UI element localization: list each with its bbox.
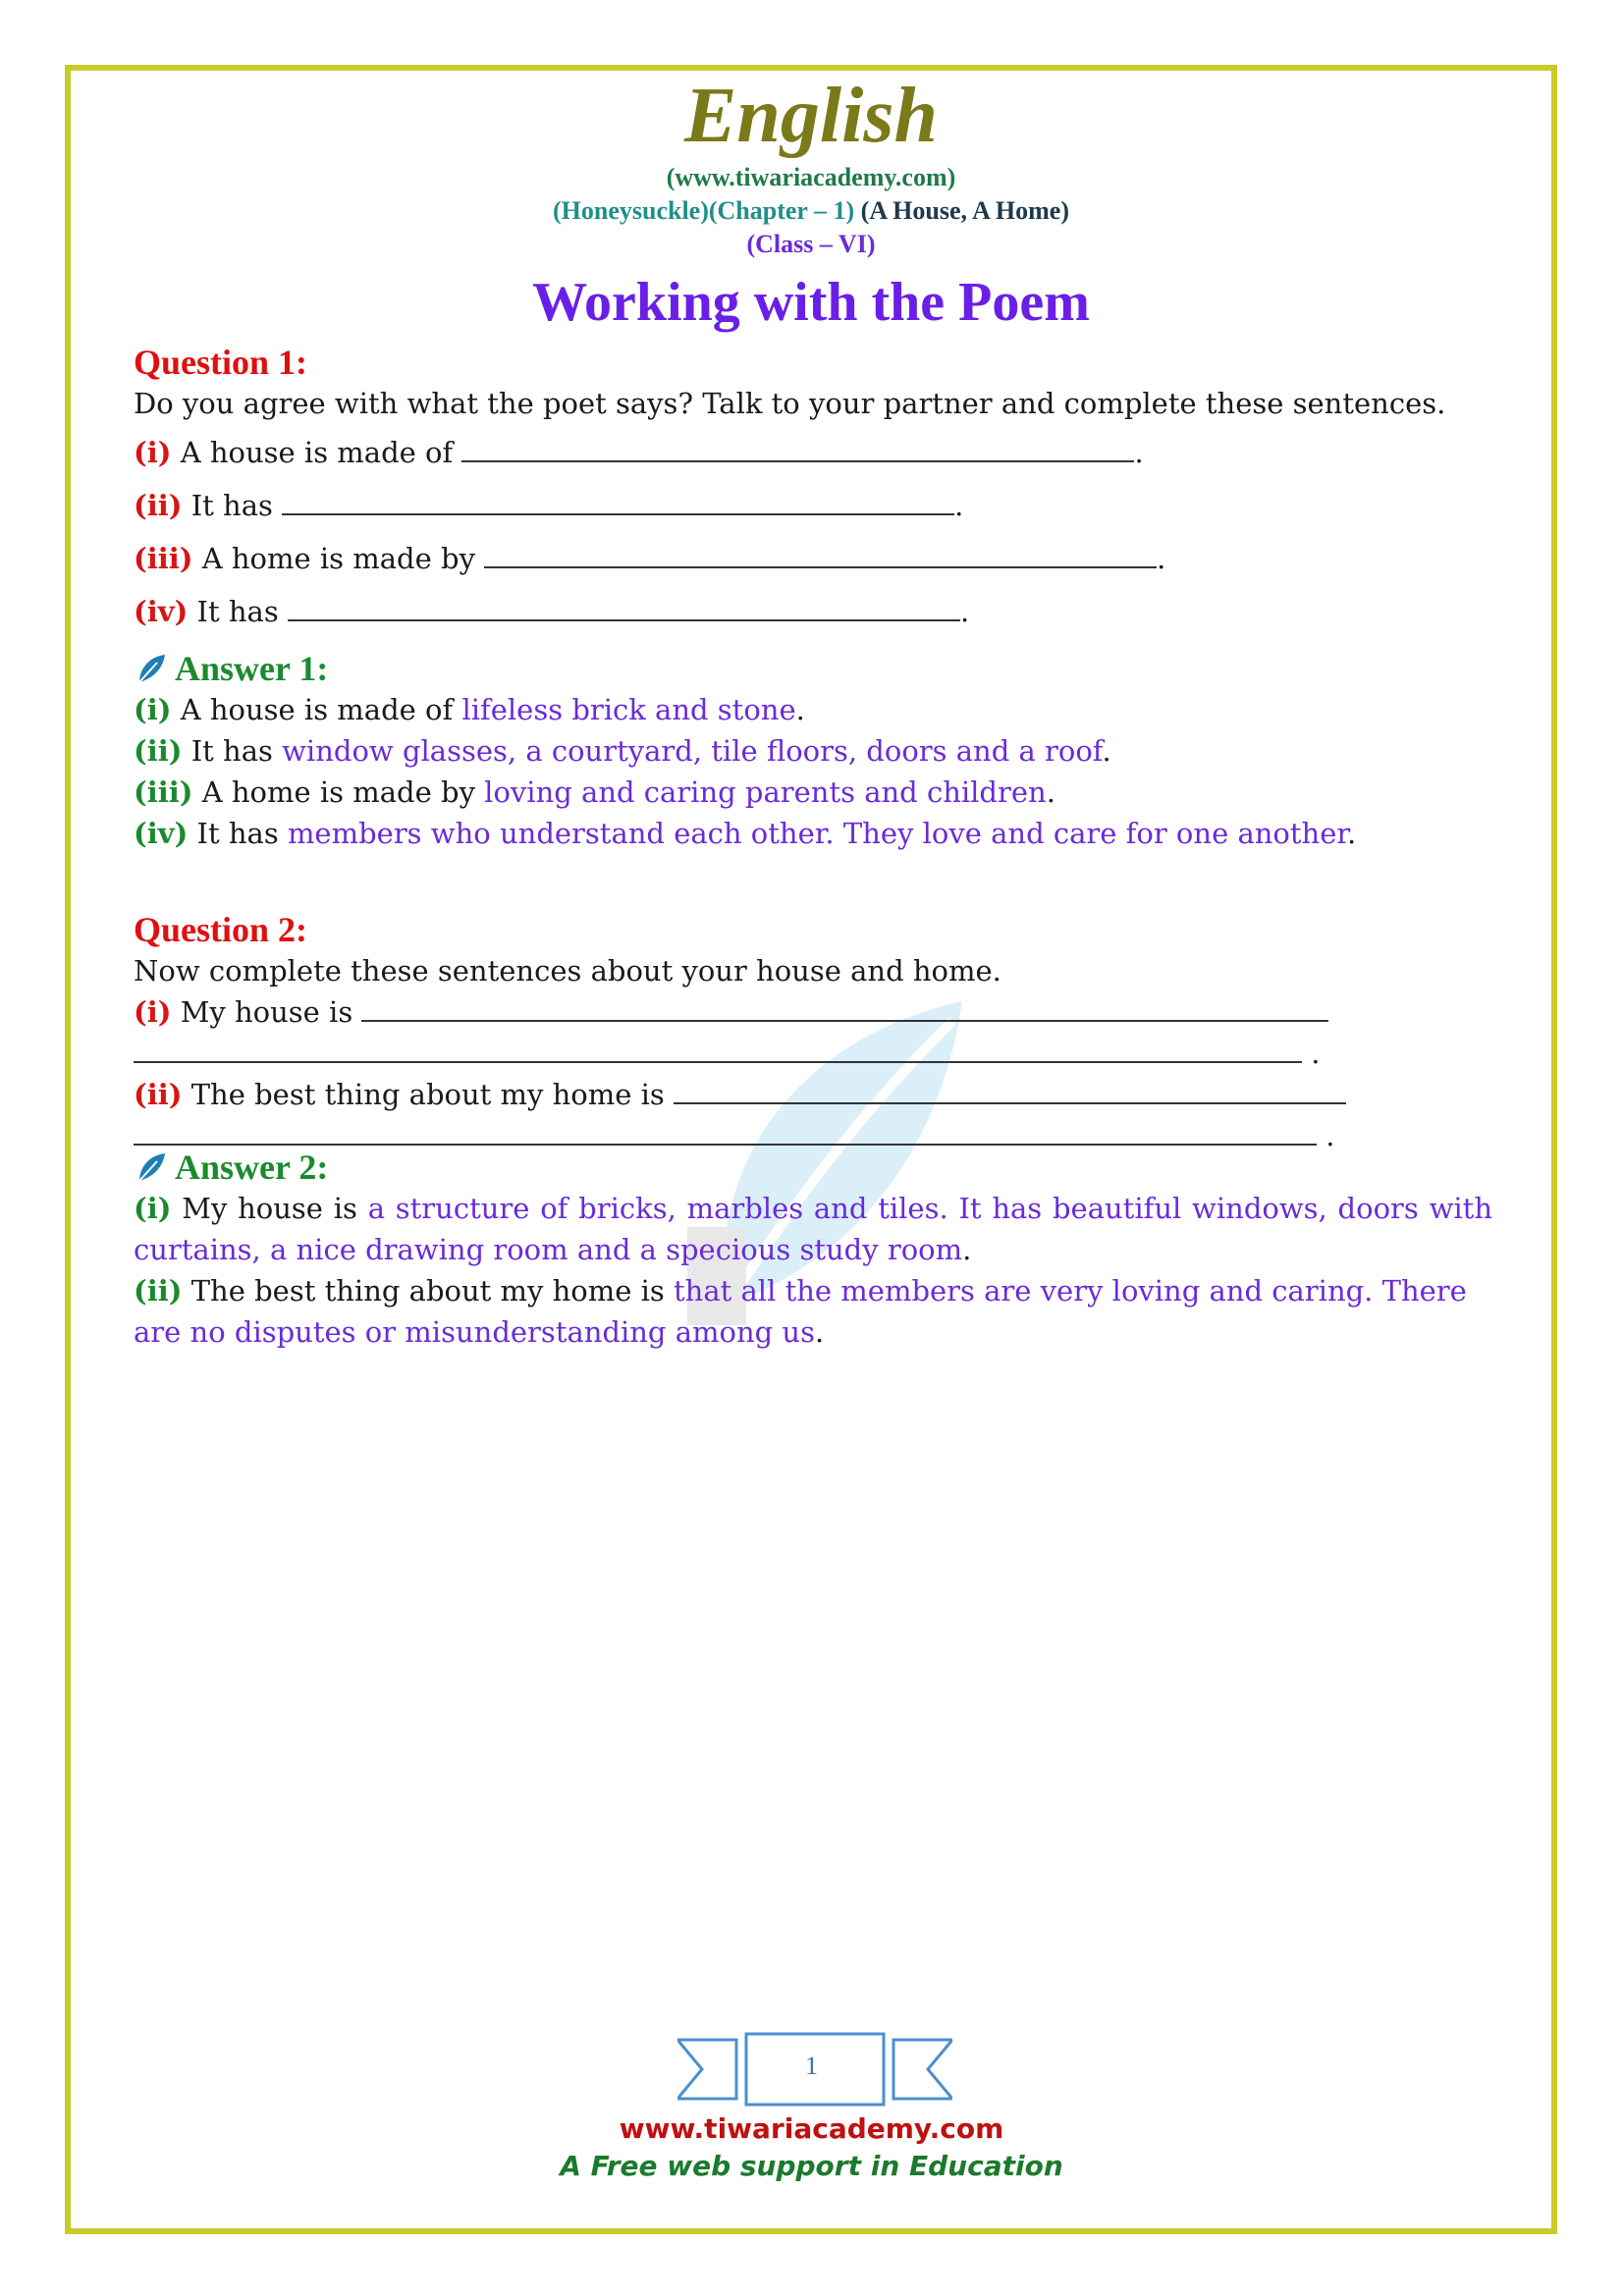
pen-leaf-icon bbox=[134, 1149, 169, 1185]
header-website: (www.tiwariacademy.com) bbox=[666, 163, 956, 191]
blank-line bbox=[674, 1081, 1346, 1104]
pen-leaf-icon bbox=[134, 651, 169, 686]
question-1-heading: Question 1: bbox=[134, 343, 308, 382]
question-2-heading: Question 2: bbox=[134, 910, 308, 949]
section-title: Working with the Poem bbox=[532, 272, 1090, 333]
blank-line bbox=[288, 598, 960, 621]
question-2 bbox=[134, 909, 1492, 1156]
blank-line bbox=[282, 492, 954, 515]
page-number: 1 bbox=[805, 2052, 818, 2080]
answer-2 bbox=[134, 1147, 1492, 1353]
answer-1-heading: Answer 1: bbox=[134, 648, 1492, 689]
footer-tagline: A Free web support in Education bbox=[560, 2150, 1063, 2182]
subject-title: English bbox=[684, 73, 938, 159]
a1-item-1: (i) A house is made of lifeless brick and stone. bbox=[134, 693, 805, 726]
q2-item-2-continuation: . bbox=[134, 1115, 1492, 1156]
question-2-prompt: Now complete these sentences about your house and home. bbox=[134, 954, 1001, 988]
q1-item-3: (iii) A home is made by . bbox=[134, 542, 1166, 575]
q1-item-4: (iv) It has . bbox=[134, 595, 970, 628]
blank-line bbox=[134, 1040, 1302, 1063]
chapter-line bbox=[65, 196, 1557, 226]
a2-item-2: (ii) The best thing about my home is that all the members are very loving and caring. There are no disputes or misunderstanding among us. bbox=[134, 1274, 1467, 1350]
class-line: (Class – VI) bbox=[746, 230, 876, 258]
q2-item-2: (ii) The best thing about my home is bbox=[134, 1074, 1492, 1115]
blank-line bbox=[361, 998, 1328, 1022]
a1-item-4: (iv) It has members who understand each other. They love and care for one another. bbox=[134, 817, 1357, 851]
chapter-title: (A House, A Home) bbox=[860, 196, 1069, 225]
answer-1 bbox=[134, 648, 1492, 854]
a1-item-2: (ii) It has window glasses, a courtyard, tile floors, doors and a roof. bbox=[134, 734, 1111, 769]
answer-2-heading: Answer 2: bbox=[134, 1147, 1492, 1188]
question-1-prompt: Do you agree with what the poet says? Talk to your partner and complete these sentences. bbox=[134, 387, 1446, 420]
blank-line bbox=[461, 439, 1134, 462]
q2-item-1: (i) My house is bbox=[134, 991, 1492, 1033]
q1-item-2: (ii) It has . bbox=[134, 489, 964, 522]
a1-item-3: (iii) A home is made by loving and caring parents and children. bbox=[134, 775, 1055, 810]
blank-line bbox=[484, 545, 1157, 568]
blank-line bbox=[134, 1122, 1317, 1146]
q1-item-1: (i) A house is made of . bbox=[134, 436, 1144, 469]
footer-website-link[interactable]: www.tiwariacademy.com bbox=[619, 2112, 1004, 2145]
chapter-book: (Honeysuckle)(Chapter – 1) bbox=[552, 196, 855, 225]
a2-item-1: (i) My house is a structure of bricks, marbles and tiles. It has beautiful windows, doors with curtains, a nice drawing room and a specious study room. bbox=[134, 1192, 1492, 1267]
q2-item-1-continuation: . bbox=[134, 1033, 1492, 1074]
question-1 bbox=[134, 342, 1492, 424]
